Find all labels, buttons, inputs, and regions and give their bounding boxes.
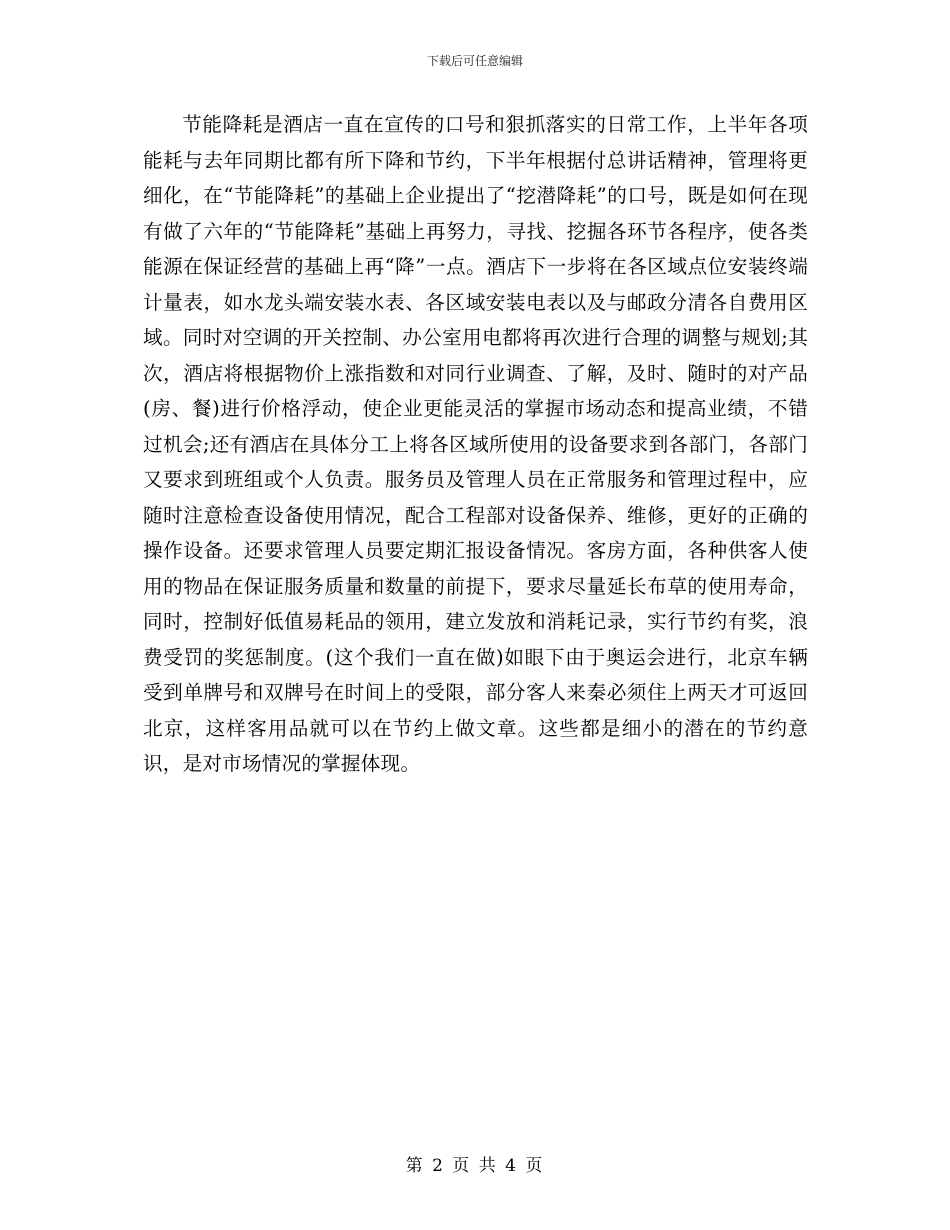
page-header: 下载后可任意编辑	[426, 54, 523, 68]
body-paragraph: 节能降耗是酒店一直在宣传的口号和狠抓落实的日常工作，上半年各项能耗与去年同期比都有所下降和节约，下半年根据付总讲话精神，管理将更细化，在“节能降耗”的基础上企业提出了“挖潜降耗”的口号，既是如何在现有做了六年的“节能降耗”基础上再努力，寻找、挖掘各环节各程序，使各类能源在保证经营的基础上再“降”一点。酒店下一步将在各区域点位安装终端计量表，如水龙头端安装水表、各区域安装电表以及与邮政分清各自费用区域。同时对空调的开关控制、办公室用电都将再次进行合理的调整与规划;其次，酒店将根据物价上涨指数和对同行业调查、了解，及时、随时的对产品(房、餐)进行价格浮动，使企业更能灵活的掌握市场动态和提高业绩，不错过机会;还有酒店在具体分工上将各区域所使用的设备要求到各部门，各部门又要求到班组或个人负责。服务员及管理人员在正常服务和管理过程中，应随时注意检查设备使用情况，配合工程部对设备保养、维修，更好的正确的操作设备。还要求管理人员要定期汇报设备情况。客房方面，各种供客人使用的物品在保证服务质量和数量的前提下，要求尽量延长布草的使用寿命，同时，控制好低值易耗品的领用，建立发放和消耗记录，实行节约有奖，浪费受罚的奖惩制度。(这个我们一直在做)如眼下由于奥运会进行，北京车辆受到单牌号和双牌号在时间上的受限，部分客人来秦必须住上两天才可返回北京，这样客用品就可以在节约上做文章。这些都是细小的潜在的节约意识，是对市场情况的掌握体现。	[143, 113, 808, 775]
page-number-footer: 第 2 页 共 4 页	[405, 1156, 545, 1176]
